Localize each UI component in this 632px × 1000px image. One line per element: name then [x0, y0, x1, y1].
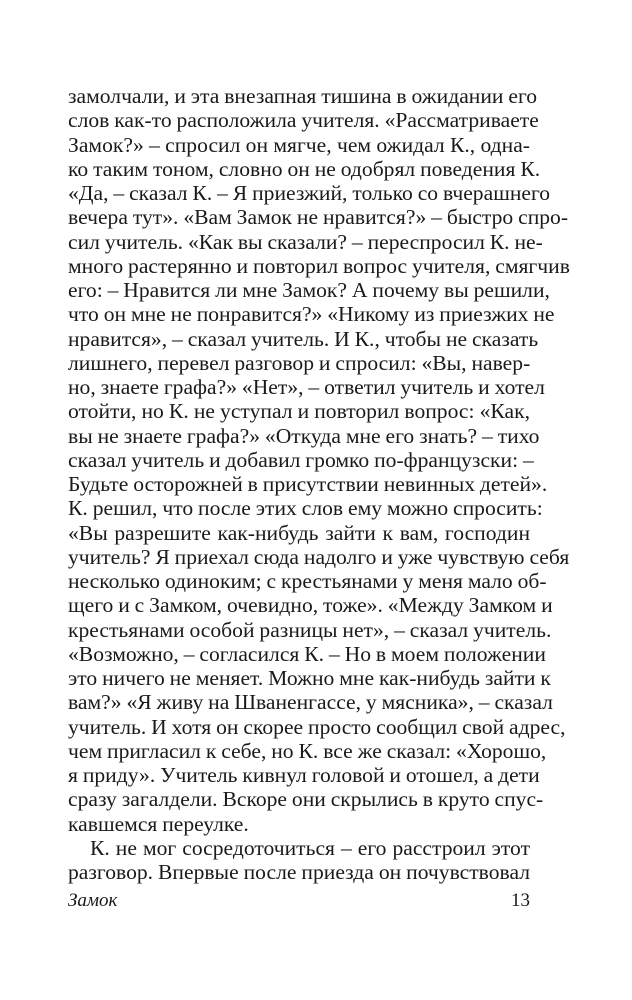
text-line: «Да, – сказал К. – Я приезжий, только со вчерашнего [68, 181, 551, 205]
running-title: Замок [68, 890, 118, 911]
text-line: замолчали, и эта внезапная тишина в ожидании его [68, 84, 538, 108]
text-line: учитель? Я приехал сюда надолго и уже чувствую себя [68, 544, 570, 569]
text-line: сказал учитель и добавил громко по-французски: – [68, 447, 534, 472]
text-line: «Возможно, – согласился К. – Но в моем положении [68, 641, 546, 666]
page-number: 13 [511, 890, 530, 911]
page-footer [68, 888, 530, 914]
text-line: я приду». Учитель кивнул головой и отошел, а дети [68, 763, 540, 787]
text-line: но, знаете графа?» «Нет», – ответил учитель и хотел [68, 375, 545, 399]
text-line: вечера тут». «Вам Замок не нравится?» – быстро спро- [68, 205, 569, 230]
text-line: разговор. Впервые после приезда он почувствовал [68, 860, 530, 884]
text-line: К. решил, что после этих слов ему можно спросить: [68, 496, 543, 521]
text-line: вам?» «Я живу на Шваненгассе, у мясника», – сказал [68, 690, 553, 715]
text-line: слов как-то расположила учителя. «Рассматриваете [68, 108, 539, 133]
body-text [68, 84, 570, 884]
paragraph [68, 84, 570, 836]
text-line: его: – Нравится ли мне Замок? А почему вы решили, [68, 278, 550, 302]
text-line: лишнего, перевел разговор и спросил: «Вы, навер- [68, 350, 531, 375]
text-line: несколько одиноким; с крестьянами у меня мало об- [68, 569, 547, 593]
text-line: К. не мог сосредоточиться – его расстроил этот [90, 835, 530, 860]
text-line: «Вы разрешите как-нибудь зайти к вам, господин [68, 520, 530, 545]
text-line: что он мне не понравится?» «Никому из приезжих не [68, 302, 555, 327]
text-line: сразу загалдели. Вскоре они скрылись в круто спус- [68, 787, 544, 812]
text-line: это ничего не меняет. Можно мне как-нибудь зайти к [68, 666, 551, 690]
text-line: щего и с Замком, очевидно, тоже». «Между Замком и [68, 593, 553, 618]
paragraph [68, 836, 530, 885]
text-line: ко таким тоном, словно он не одобрял поведения К. [68, 156, 541, 181]
text-line: кавшемся переулке. [68, 811, 249, 836]
text-line: сил учитель. «Как вы сказали? – переспросил К. не- [68, 229, 543, 254]
text-line: чем пригласил к себе, но К. все же сказал: «Хорошо, [68, 738, 547, 763]
text-line: крестьянами особой разницы нет», – сказал учитель. [68, 617, 552, 642]
text-line: вы не знаете графа?» «Откуда мне его знать? – тихо [68, 423, 540, 448]
text-line: Будьте осторожней в присутствии невинных детей». [68, 472, 548, 496]
text-line: учитель. И хотя он скорее просто сообщил свой адрес, [68, 714, 566, 739]
text-line: много растерянно и повторил вопрос учителя, смягчив [68, 253, 570, 278]
text-line: Замок?» – спросил он мягче, чем ожидал К., одна- [68, 132, 530, 157]
text-line: отойти, но К. не уступал и повторил вопрос: «Как, [68, 399, 530, 424]
text-line: нравится», – сказал учитель. И К., чтобы не сказать [68, 326, 539, 351]
